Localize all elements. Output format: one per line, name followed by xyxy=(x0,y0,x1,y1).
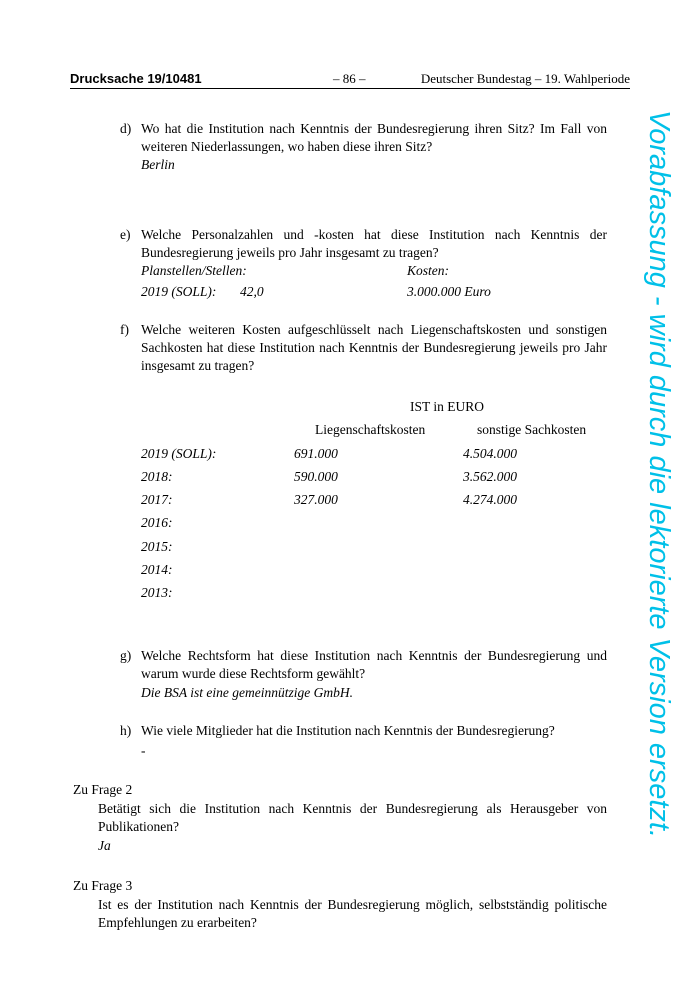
table-row-year: 2019 (SOLL): xyxy=(141,446,217,461)
cost-header: Kosten: xyxy=(407,263,449,278)
question-e-text: Welche Personalzahlen und -kosten hat diese Institution nach Kenntnis der Bundesregierung jeweils pro Jahr insgesamt zu tragen? xyxy=(141,227,607,260)
header-rule xyxy=(70,88,630,89)
answer-h: - xyxy=(141,743,146,758)
question-d-text: Wo hat die Institution nach Kenntnis der Bundesregierung ihren Sitz? Im Fall von weiteren Niederlassungen, wo haben diese ihren Sitz? xyxy=(141,121,607,154)
watermark-text: Vorabfassung - wird durch die lektorierte Version ersetzt. xyxy=(643,110,675,839)
table-row-liegenschaft: 590.000 xyxy=(294,469,338,484)
table-row-year: 2015: xyxy=(141,539,173,554)
staff-row-label: 2019 (SOLL): xyxy=(141,284,217,299)
frage-3-question: Ist es der Institution nach Kenntnis der Bundesregierung möglich, selbstständig politische Empfehlungen zu erarbeiten? xyxy=(98,897,607,930)
table-row-sachkosten: 4.504.000 xyxy=(463,446,517,461)
question-f-label: f) xyxy=(120,322,129,337)
question-g-text: Welche Rechtsform hat diese Institution nach Kenntnis der Bundesregierung und warum wurde diese Rechtsform gewählt? xyxy=(141,648,607,681)
frage-2-heading: Zu Frage 2 xyxy=(73,782,133,797)
column-header-liegenschaft: Liegenschaftskosten xyxy=(315,422,426,437)
column-header-sachkosten: sonstige Sachkosten xyxy=(477,422,587,437)
question-d-label: d) xyxy=(120,121,132,136)
table-row-year: 2016: xyxy=(141,515,173,530)
question-f-text: Welche weiteren Kosten aufgeschlüsselt nach Liegenschaftskosten und sonstigen Sachkosten hat diese Institution nach Kenntnis der Bundesregierung jeweils pro Jahr insgesamt zu tragen? xyxy=(141,322,607,373)
document-number xyxy=(70,70,202,88)
header-parliament: Deutscher Bundestag – 19. Wahlperiode xyxy=(420,71,630,86)
staff-row-cost: 3.000.000 Euro xyxy=(407,284,491,299)
table-row-year: 2018: xyxy=(141,469,173,484)
table-row-liegenschaft: 327.000 xyxy=(294,492,338,507)
table-row-year: 2013: xyxy=(141,585,173,600)
table-title: IST in EURO xyxy=(410,399,485,414)
question-e-label: e) xyxy=(120,227,131,242)
question-h-label: h) xyxy=(120,723,132,738)
table-row-year: 2017: xyxy=(141,492,173,507)
table-row-liegenschaft: 691.000 xyxy=(294,446,338,461)
table-row-sachkosten: 4.274.000 xyxy=(463,492,517,507)
answer-d: Berlin xyxy=(141,157,175,172)
staff-row-value: 42,0 xyxy=(240,284,264,299)
frage-2-answer: Ja xyxy=(98,838,111,853)
table-row-year: 2014: xyxy=(141,562,173,577)
watermark-vorabfassung xyxy=(608,110,688,910)
document-label: Drucksache 19/ xyxy=(70,71,166,86)
page-number: – 86 – xyxy=(333,71,366,86)
table-row-sachkosten: 3.562.000 xyxy=(463,469,517,484)
question-g-label: g) xyxy=(120,648,132,663)
frage-3-heading: Zu Frage 3 xyxy=(73,878,133,893)
answer-g: Die BSA ist eine gemeinnützige GmbH. xyxy=(141,685,353,700)
frage-2-question: Betätigt sich die Institution nach Kenntnis der Bundesregierung als Herausgeber von Publikationen? xyxy=(98,801,607,834)
staff-header: Planstellen/Stellen: xyxy=(141,263,247,278)
question-h-text: Wie viele Mitglieder hat die Institution nach Kenntnis der Bundesregierung? xyxy=(141,723,555,738)
document-number-value: 10481 xyxy=(165,71,202,86)
